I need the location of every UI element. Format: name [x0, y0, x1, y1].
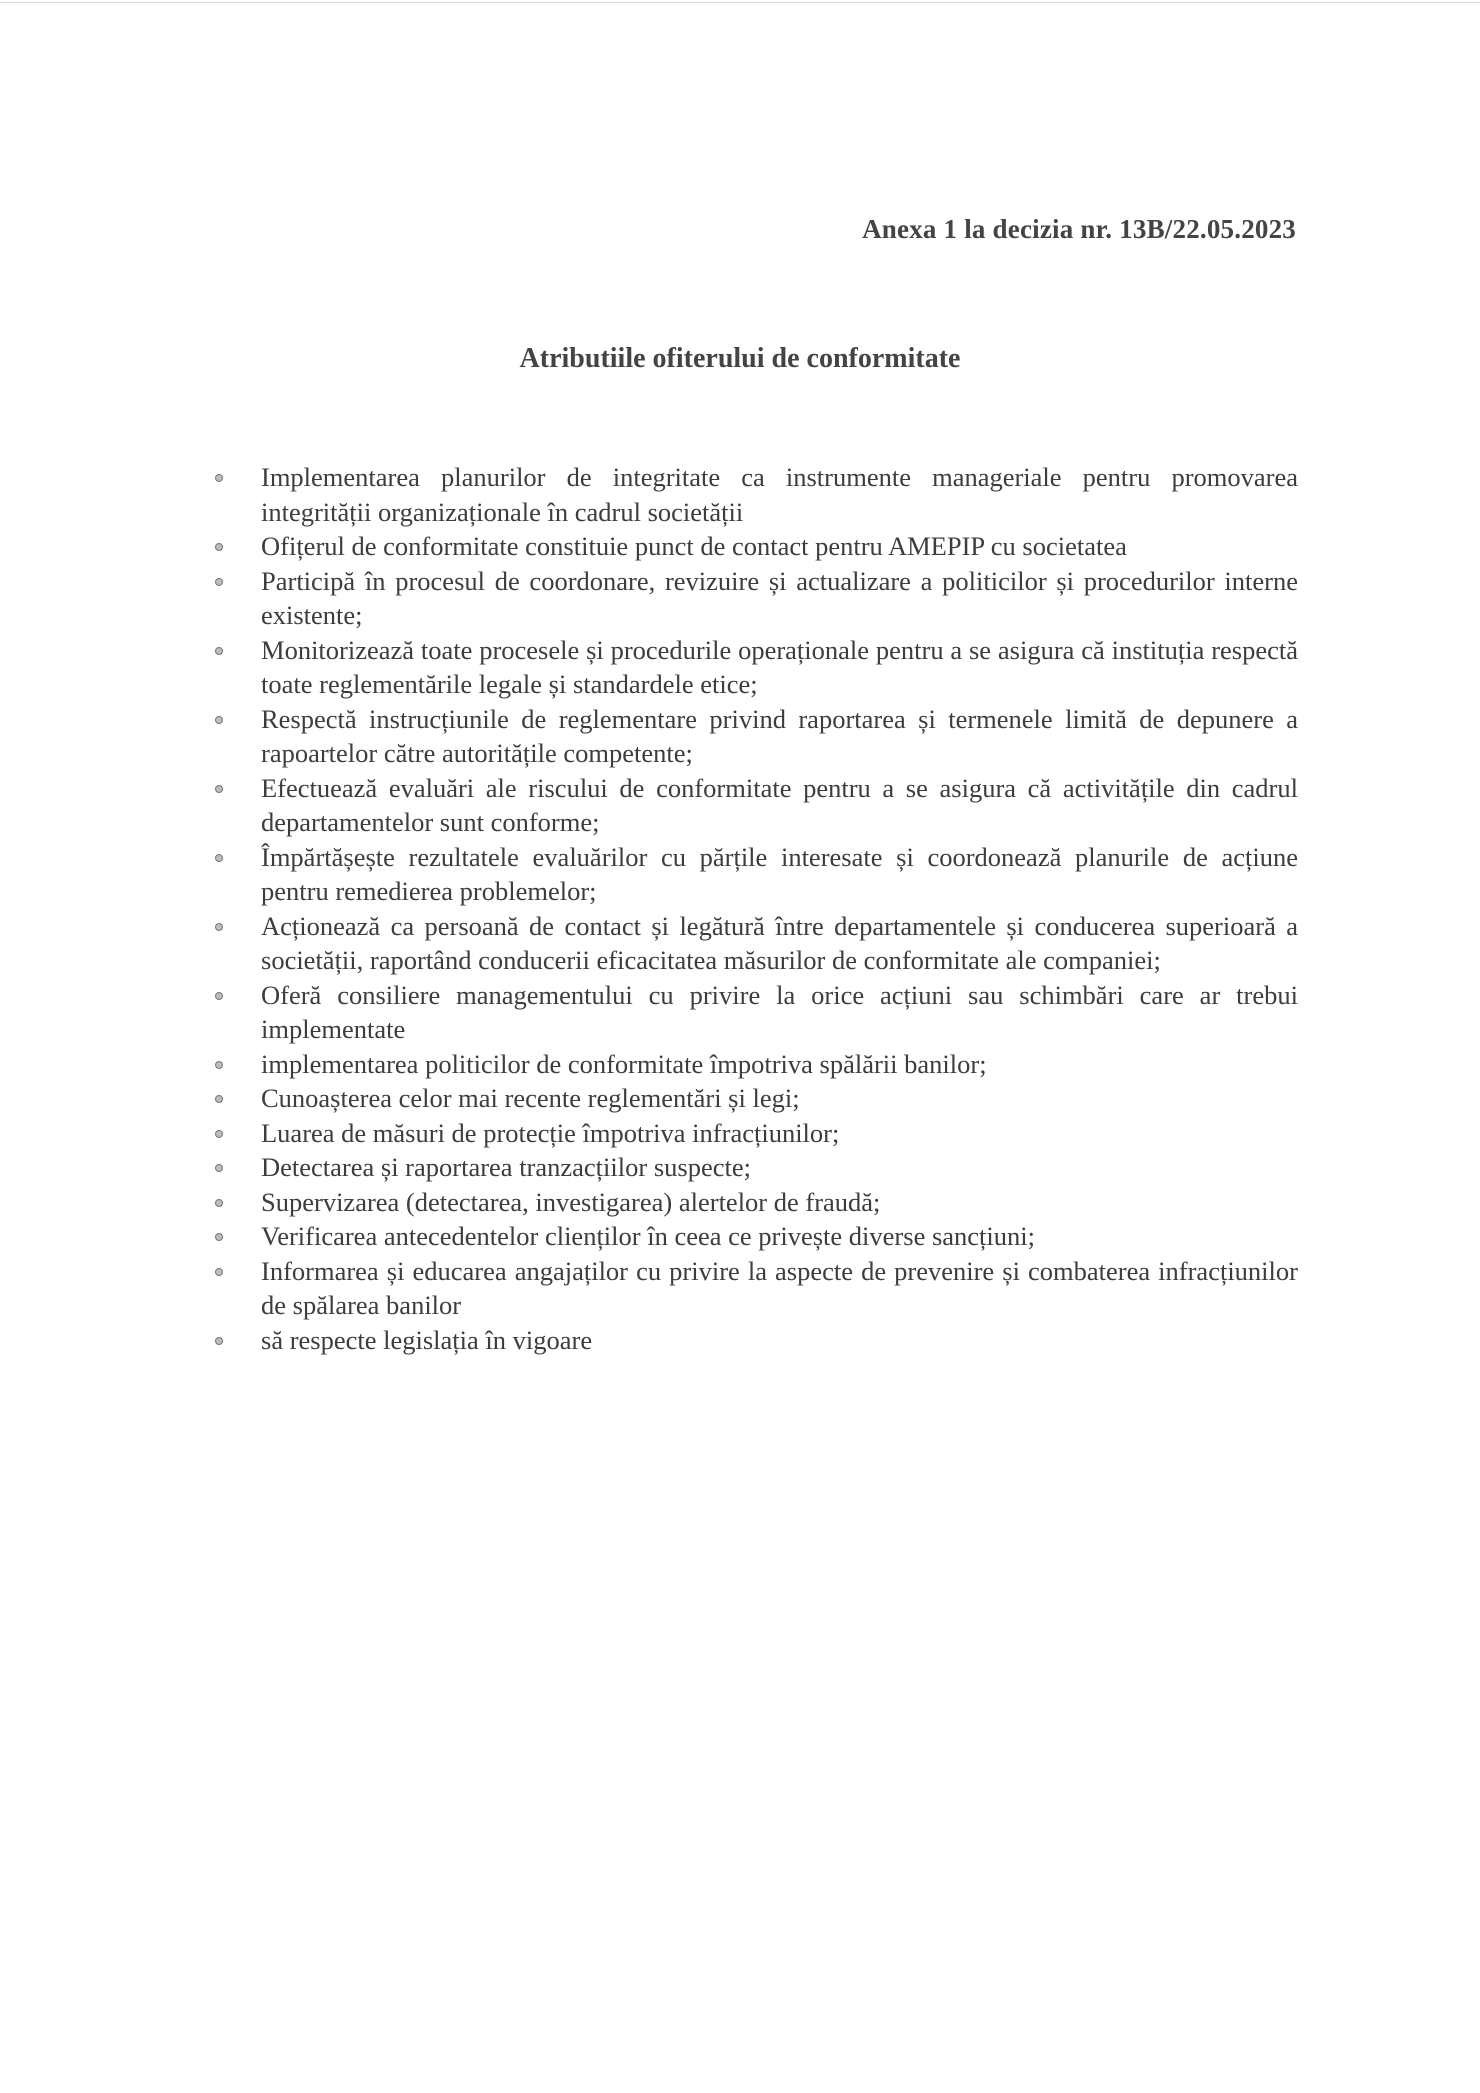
bullet-icon [215, 543, 223, 551]
bullet-icon [215, 1061, 223, 1069]
duty-text: Detectarea și raportarea tranzacțiilor suspecte; [261, 1152, 751, 1182]
bullet-icon [215, 923, 223, 931]
list-item [215, 1323, 1298, 1358]
duty-text: Supervizarea (detectarea, investigarea) alertelor de fraudă; [261, 1186, 881, 1217]
scan-edge-line [0, 2, 1480, 3]
duty-text: Verificarea antecedentelor clienților în ceea ce privește diverse sancțiuni; [261, 1221, 1035, 1251]
list-item [215, 460, 1298, 529]
duties-list [215, 460, 1298, 1357]
list-item [215, 1150, 1298, 1185]
bullet-icon [215, 1337, 223, 1345]
duty-text: Acționează ca persoană de contact și legătură între departamentele și conducerea superioară a societății, raportând conducerii eficacitatea măsurilor de conformitate ale companiei; [261, 910, 1298, 975]
list-item [215, 1047, 1298, 1082]
bullet-icon [215, 1095, 223, 1103]
list-item [215, 702, 1298, 771]
list-item [215, 1081, 1298, 1116]
duty-text: Luarea de măsuri de protecție împotriva infracțiunilor; [261, 1117, 840, 1148]
bullet-icon [215, 578, 223, 586]
duty-text: Ofițerul de conformitate constituie punct de contact pentru AMEPIP cu societatea [261, 531, 1127, 561]
list-item [215, 633, 1298, 702]
document-title: Atributiile ofiterului de conformitate [519, 343, 961, 374]
bullet-icon [215, 1164, 223, 1172]
bullet-icon [215, 647, 223, 655]
duty-text: Respectă instrucțiunile de reglementare privind raportarea și termenele limită de depunere a rapoartelor către autoritățile competente; [261, 703, 1298, 768]
bullet-icon [215, 1233, 223, 1241]
bullet-icon [215, 992, 223, 1000]
bullet-icon [215, 716, 223, 724]
list-item [215, 1116, 1298, 1151]
bullet-icon [215, 1199, 223, 1207]
duty-text: Informarea și educarea angajaților cu privire la aspecte de prevenire și combaterea infracțiunilor de spălarea banilor [261, 1255, 1298, 1320]
bullet-icon [215, 785, 223, 793]
duty-text: Participă în procesul de coordonare, revizuire și actualizare a politicilor și procedurilor interne existente; [261, 565, 1298, 630]
annex-reference: Anexa 1 la decizia nr. 13B/22.05.2023 [862, 214, 1296, 244]
list-item [215, 1185, 1298, 1220]
duty-text: Cunoașterea celor mai recente reglementări și legi; [261, 1083, 800, 1113]
list-item [215, 909, 1298, 978]
list-item [215, 771, 1298, 840]
list-item [215, 840, 1298, 909]
duty-text: Monitorizează toate procesele și procedurile operaționale pentru a se asigura că instituția respectă toate reglementările legale și standardele etice; [261, 634, 1298, 699]
duty-text: Oferă consiliere managementului cu privire la orice acțiuni sau schimbări care ar trebui implementate [261, 979, 1298, 1044]
bullet-icon [215, 1268, 223, 1276]
bullet-icon [215, 474, 223, 482]
duty-text: Efectuează evaluări ale riscului de conformitate pentru a se asigura că activitățile din cadrul departamentelor sunt conforme; [261, 772, 1298, 837]
bullet-icon [215, 1130, 223, 1138]
list-item [215, 1254, 1298, 1323]
list-item [215, 978, 1298, 1047]
list-item [215, 564, 1298, 633]
duty-text: implementarea politicilor de conformitate împotriva spălării banilor; [261, 1048, 987, 1079]
list-item [215, 1219, 1298, 1254]
duty-text: Împărtășește rezultatele evaluărilor cu părțile interesate și coordonează planurile de acțiune pentru remedierea problemelor; [261, 841, 1298, 906]
list-item [215, 529, 1298, 564]
duty-text: să respecte legislația în vigoare [261, 1324, 593, 1355]
duty-text: Implementarea planurilor de integritate ca instrumente manageriale pentru promovarea integrității organizaționale în cadrul societății [261, 462, 1298, 527]
bullet-icon [215, 854, 223, 862]
